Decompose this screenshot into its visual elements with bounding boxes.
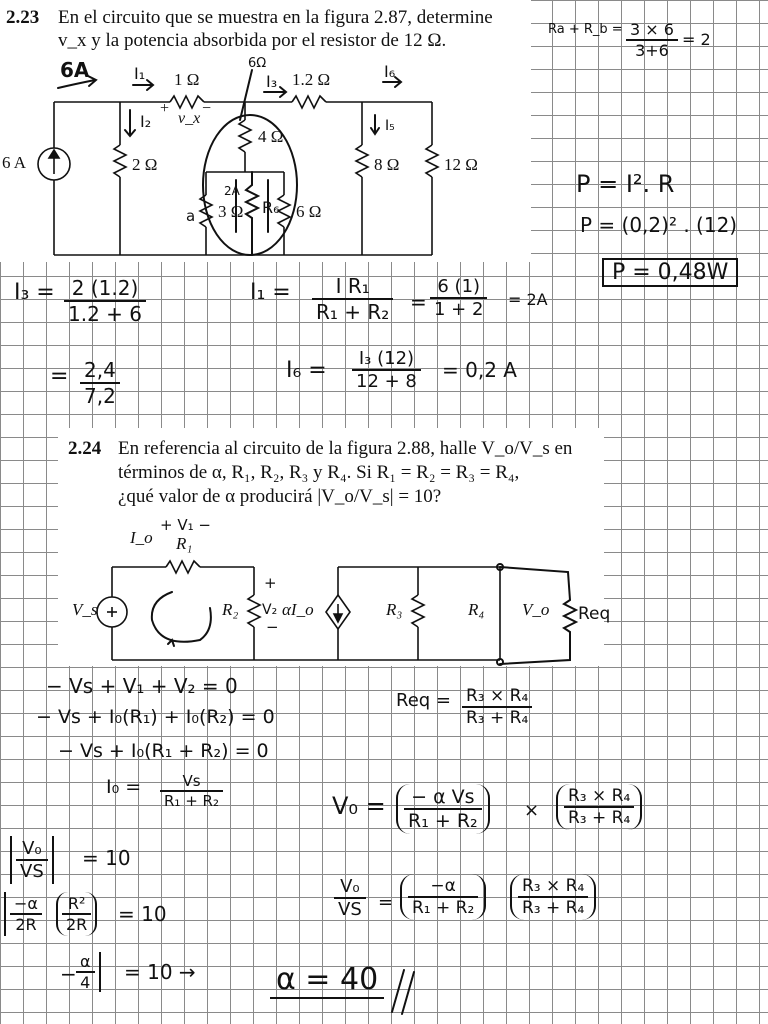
circuit-224-alpha-io: αI_o [282, 600, 314, 619]
hand-six-a: 6A [60, 58, 90, 82]
circuit-224-vs: V_s [72, 600, 98, 619]
circuit-223-r12b-label: 12 Ω [444, 155, 478, 174]
hand-plus: + [264, 574, 277, 592]
hand-six-ohm: 6Ω [248, 56, 267, 71]
circuit-223-vx-label: v_x [178, 110, 201, 127]
work-last-result: = 10 → [124, 960, 196, 984]
problem-224-line1: En referencia al circuito de la figura 2.88, halle V_o/V_s en [118, 438, 573, 459]
work-ra-num: 3 × 6 [630, 20, 674, 39]
work-i1-label: I₁ = [250, 280, 291, 305]
work-i1-num2: 6 (1) [437, 276, 481, 297]
work-sub-num2: R² [67, 894, 86, 913]
work-i3-label: I₃ = [14, 280, 55, 305]
circuit-223-r8-label: 8 Ω [374, 155, 400, 174]
work-abs-result: = 10 [82, 846, 131, 870]
work-vo-den: R₁ + R₂ [404, 808, 482, 832]
work-i3-num: 2 (1.2) [71, 276, 139, 300]
work-kvl2: − Vs + I₀(R₁) + I₀(R₂) = 0 [36, 706, 275, 728]
work-i3-eq: = [50, 364, 69, 389]
work-last-den: 4 [76, 971, 95, 992]
hand-i6: I₆ [384, 62, 396, 81]
work-abs-den: VS [16, 859, 48, 882]
work-i6-label: I₆ = [286, 358, 327, 383]
work-ratio-den-a: R₁ + R₂ [408, 896, 478, 918]
work-vo-label: V₀ = [332, 792, 386, 820]
hand-r6: R₆ [262, 198, 280, 217]
circuit-224-r3: R₃ [386, 600, 403, 619]
hand-v1: + V₁ − [160, 516, 211, 534]
work-i1-den2: 1 + 2 [430, 297, 487, 320]
hand-minus: − [266, 618, 279, 636]
work-vo-num2: R₃ × R₄ [568, 786, 631, 806]
work-ratio-den-b: R₃ + R₄ [518, 896, 588, 918]
work-sub-num: −α [14, 894, 38, 913]
circuit-223-r1-label: 1 Ω [174, 70, 200, 89]
work-req-num: R₃ × R₄ [466, 686, 529, 706]
work-ra-rb: Ra + R_b = [548, 22, 623, 37]
circuit-223-source-label: 6 A [2, 153, 27, 172]
problem-224-number: 2.24 [68, 438, 102, 459]
hand-i3: I₃ [266, 72, 278, 91]
work-p3: P = 0,48W [602, 258, 738, 287]
work-req-label: Req = [396, 690, 452, 711]
work-last-num: α [80, 952, 91, 971]
work-ra-result: = 2 [682, 30, 711, 49]
hand-i1: I₁ [134, 64, 146, 83]
work-kvl3: − Vs + I₀(R₁ + R₂) = 0 [58, 740, 269, 762]
work-ratio-num-b: R₃ × R₄ [522, 876, 585, 896]
circuit-224-vo: V_o [522, 600, 550, 619]
work-ra-den: 3+6 [626, 39, 678, 60]
circuit-223-r12-label: 1.2 Ω [292, 70, 331, 89]
hand-req: Req [578, 604, 611, 624]
problem-223-text-line1: En el circuito que se muestra en la figura 2.87, determine [58, 7, 493, 28]
circuit-223-r2-label: 2 Ω [132, 155, 158, 174]
hand-two-a: 2A [224, 184, 240, 198]
work-i1-eq: = [410, 290, 427, 314]
work-io-label: I₀ = [106, 776, 142, 798]
work-io-num: Vs [182, 772, 201, 790]
circuit-223-r4-label: 4 Ω [258, 127, 284, 146]
work-ratio-num: V₀ [340, 876, 360, 897]
work-sub-result: = 10 [118, 902, 167, 926]
work-ratio-den: VS [334, 897, 366, 920]
work-i6-den: 12 + 8 [352, 369, 421, 392]
circuit-223-r3-label: 3 Ω [218, 202, 244, 221]
work-sub-den2: 2R [62, 913, 91, 934]
hand-v2: V₂ [262, 602, 278, 618]
problem-224-line3: ¿qué valor de α producirá |V_o/V_s| = 10? [118, 486, 442, 507]
circuit-224-io: I_o [130, 528, 153, 547]
work-sub-den: 2R [10, 913, 42, 934]
problem-223-text-line2: v_x y la potencia absorbida por el resistor de 12 Ω. [58, 30, 447, 51]
hand-alpha: a [186, 207, 196, 225]
work-req-den: R₃ + R₄ [462, 706, 532, 728]
work-i3-den: 1.2 + 6 [64, 300, 146, 326]
work-io-den: R₁ + R₂ [160, 790, 223, 810]
circuit-224-r4: R₄ [468, 600, 485, 619]
work-p2: P = (0,2)² . (12) [580, 213, 738, 237]
work-ratio-eq: = [378, 892, 394, 913]
work-abs-num: V₀ [22, 838, 42, 859]
work-last-minus: − [60, 962, 77, 986]
work-i1-result: = 2A [508, 290, 548, 309]
problem-224-line2: términos de α, R₁, R₂, R₃ y R₄. Si R₁ = R₂ = R₃ = R₄, [118, 462, 520, 483]
work-i6-result: = 0,2 A [442, 358, 517, 382]
work-p1: P = I². R [576, 170, 675, 198]
hand-i2: I₂ [140, 112, 152, 131]
work-vo-den2: R₃ + R₄ [564, 806, 634, 828]
work-i3-num2: 2,4 [84, 358, 116, 382]
work-kvl1: − Vs + V₁ + V₂ = 0 [46, 674, 238, 698]
hand-i5: I₅ [385, 118, 395, 134]
circuit-223-vx-minus: − [202, 100, 212, 117]
work-i3-den2: 7,2 [80, 382, 120, 408]
work-answer: α = 40 [270, 962, 384, 999]
work-i6-num: I₃ (12) [358, 348, 415, 369]
circuit-223-r6-label: 6 Ω [296, 202, 322, 221]
work-i1-den: R₁ + R₂ [312, 298, 393, 324]
circuit-224-r2: R₂ [222, 600, 239, 619]
work-ratio-num-a: −α [430, 876, 456, 896]
work-vo-num: − α Vs [411, 786, 475, 808]
problem-223-number: 2.23 [6, 7, 40, 28]
work-i1-num: I R₁ [335, 274, 370, 298]
circuit-224-r1: R₁ [176, 534, 193, 553]
work-vo-times: × [524, 800, 540, 821]
circuit-223-vx-plus: + [160, 100, 170, 117]
